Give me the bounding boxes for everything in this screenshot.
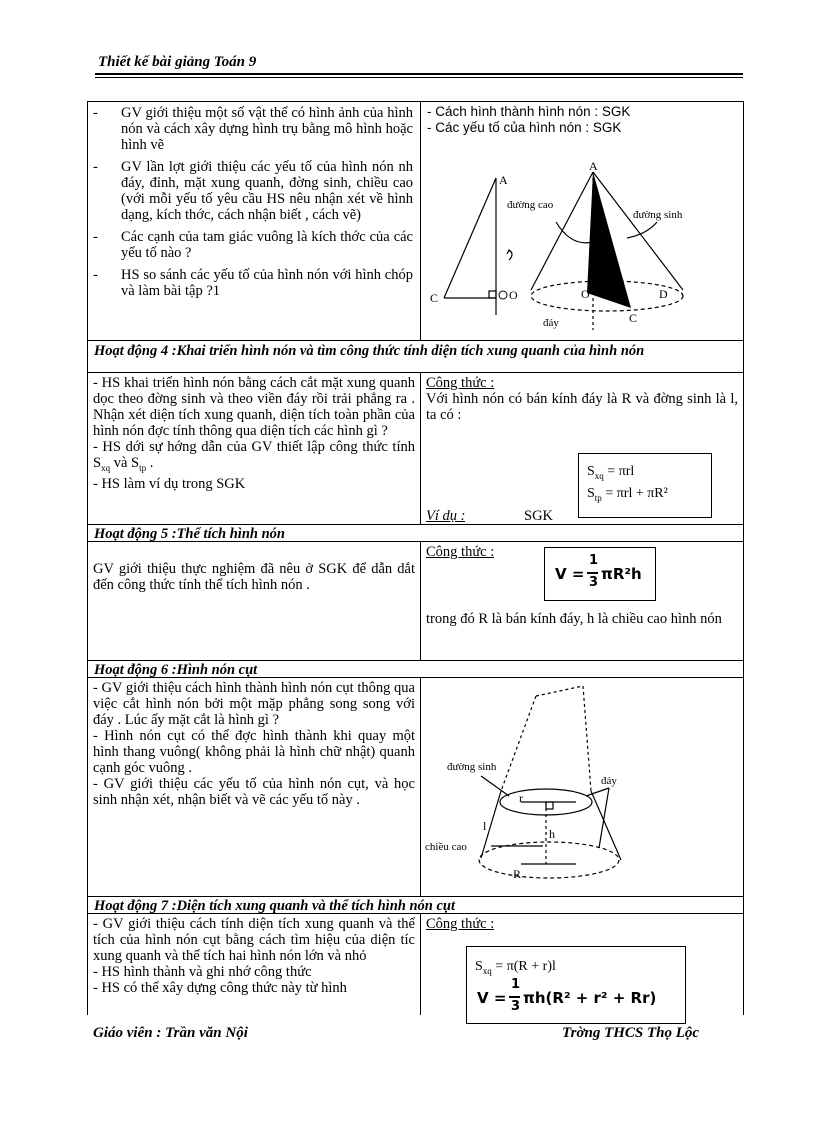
footer-school: Trờng THCS Thọ Lộc (562, 1025, 700, 1041)
label-l: l (483, 819, 487, 833)
label-h: h (549, 827, 555, 841)
label-duong-sinh: đường sinh (447, 761, 497, 773)
header-rule-thin (95, 77, 743, 78)
activity-7-heading: Hoạt động 7 :Diện tích xung quanh và thể tích hình nón cụt (94, 898, 455, 914)
label-duong-cao: đường cao (507, 199, 554, 211)
activity-5-heading: Hoạt động 5 :Thể tích hình nón (94, 526, 285, 542)
formula-box: $S_{xq} = \pi rl$ $S_{tp} = \pi rl + \pi R^2$ (578, 453, 712, 518)
row-divider (87, 524, 744, 525)
row-divider (87, 340, 744, 341)
stp-formula: = πrl + πR² (605, 486, 668, 501)
table-border-right (743, 101, 744, 1015)
label-day: đáy (601, 775, 617, 787)
label-C: C (430, 291, 439, 305)
act5-left-cell: GV giới thiệu thực nghiệm đã nêu ở SGK để dẫn dắt đến công thức tính thể tích hình nón . (93, 561, 415, 593)
label-A: A (499, 173, 508, 187)
table-border-top (87, 101, 744, 102)
truncated-cone-figure (421, 678, 741, 896)
frustum-sxq-formula: = π(R + r)l (495, 959, 556, 974)
act6-left-cell: - GV giới thiệu cách hình thành hình nón cụt thông qua việc cắt hình nón bởi một mặp phẳng song song với đáy . Lúc ấy mặt cắt là hình gì ? - Hình nón cụt có thể đợc hình thành khi quay một hình thang vuông( không phải là hình chữ nhật) quanh cạnh góc vuông . - GV giới thiệu các yếu tố của hình nón cụt, và học sinh nhận xét, nhận biết và vẽ các yếu tố này . (93, 680, 415, 808)
act4-left-cell: - HS khai triển hình nón bằng cách cắt mặt xung quanh dọc theo đờng sinh và theo viền đáy rồi trải phẳng ra . Nhận xét diện tích xung quanh, diện tích toàn phần của hình nón đợc tính thông qua diện tích các hình gì ? - HS dới sự hớng dẫn của GV thiết lập công thức tính $S_{xq}$ và $S_{tp}$ . - HS làm ví dụ trong SGK (93, 375, 415, 492)
label-r: r (519, 791, 523, 805)
header-rule (95, 73, 743, 75)
table-border-left (87, 101, 88, 1015)
row-divider (87, 372, 744, 373)
label-chieu-cao: chiều cao (425, 841, 467, 853)
act5-right-text: trong đó R là bán kính đáy, h là chiều cao hình nón (426, 611, 722, 627)
footer-teacher: Giáo viên : Trần văn Nội (93, 1025, 248, 1041)
column-divider (420, 541, 421, 660)
volume-formula-box: V = 1 3 πR²h (544, 547, 656, 601)
column-divider (420, 372, 421, 524)
cone-elements-figure (421, 150, 741, 338)
row-divider (87, 660, 744, 661)
label-R: R (513, 867, 522, 881)
label-O: O (581, 287, 590, 301)
example-ref: SGK (524, 508, 554, 524)
label-day: đáy (543, 317, 559, 329)
list-item: - GV lần lợt giới thiệu các yếu tố của hình nón nh đáy, đỉnh, mặt xung quanh, đờng sinh, chiều cao (với mỗi yếu tố yêu cầu HS nêu nhận xét về hình dạng, kích thớc, cách nhận biết , cách vẽ) (93, 159, 413, 223)
row1-right-text: - Cách hình thành hình nón : SGK - Các yếu tố của hình nón : SGK (427, 104, 631, 135)
activity-6-heading: Hoạt động 6 :Hình nón cụt (94, 662, 258, 678)
column-divider (420, 913, 421, 1015)
example-label: Ví dụ : (426, 508, 466, 524)
activity-4-heading: Hoạt động 4 :Khai triển hình nón và tìm công thức tính diện tích xung quanh của hình nón (94, 343, 645, 359)
list-item: - GV giới thiệu một số vật thể có hình ảnh của hình nón và cách xây dựng hình trụ bằng mô hình hoặc hình vẽ (93, 105, 413, 153)
label-O: O (509, 288, 518, 302)
act4-right-cell: Công thức : Với hình nón có bán kính đáy là R và đờng sinh là l, ta có : (426, 375, 738, 423)
label-D: D (659, 287, 668, 301)
list-item: - HS so sánh các yếu tố của hình nón với hình chóp và làm bài tập ?1 (93, 267, 413, 299)
label-duong-sinh: đường sinh (633, 209, 683, 221)
page-header-title: Thiết kế bài giảng Toán 9 (98, 54, 257, 70)
sxq-formula: = πrl (607, 464, 635, 479)
act7-label: Công thức : (426, 916, 495, 932)
label-A: A (589, 159, 598, 173)
act7-left-cell: - GV giới thiệu cách tính diện tích xung quanh và thể tích của hình nón cụt bằng cách tìm hiệu của diện tíc xung quanh và thể tích hai hình nón lớn và nhỏ - HS hình thành và ghi nhớ công thức - HS có thể xây dựng công thức này từ hình (93, 916, 415, 996)
list-item: - Các cạnh của tam giác vuông là kích thớc của các yếu tố nào ? (93, 229, 413, 261)
row-divider (87, 896, 744, 897)
act5-label: Công thức : (426, 544, 495, 560)
row1-left-cell (93, 105, 413, 337)
frustum-formula-box: $S_{xq} = \pi(R + r)l$ V = 1 3 πh(R² + r² + Rr) (466, 946, 686, 1024)
label-C: C (629, 311, 638, 325)
